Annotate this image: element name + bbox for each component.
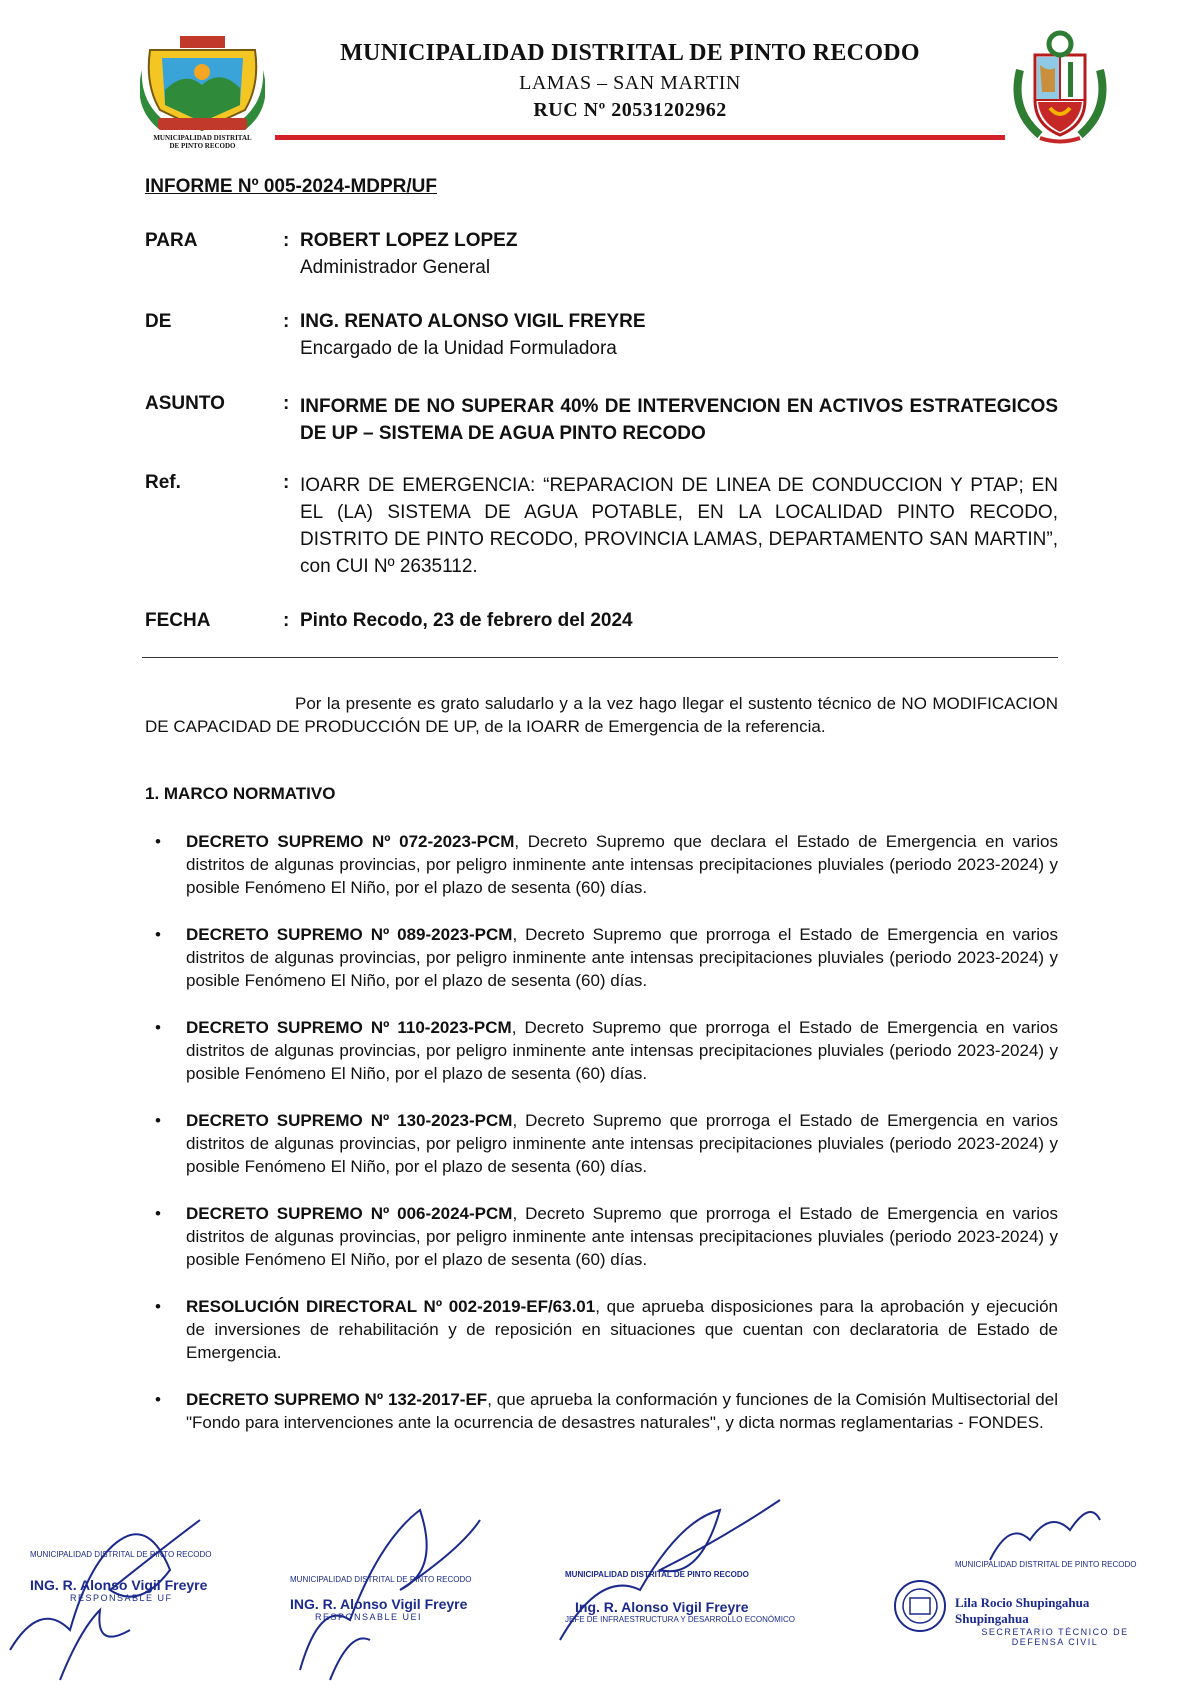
list-item: • RESOLUCIÓN DIRECTORAL Nº 002-2019-EF/63.01, que aprueba disposiciones para la aprobación y ejecución de inversiones de rehabilitación y de reposición en situaciones que cuentan con declaratoria de Estado de Emergencia.: [155, 1297, 1058, 1362]
stamp-responsable-uf: MUNICIPALIDAD DISTRITAL DE PINTO RECODO ING. R. Alonso Vigil Freyre RESPONSABLE UF: [30, 1550, 212, 1603]
stamp-responsable-uei: MUNICIPALIDAD DISTRITAL DE PINTO RECODO ING. R. Alonso Vigil Freyre RESPONSABLE UEI: [290, 1575, 472, 1622]
defensa-civil-seal-icon: [890, 1578, 950, 1634]
list-item: • DECRETO SUPREMO Nº 132-2017-EF, que aprueba la conformación y funciones de la Comisión Multisectorial del "Fondo para intervenciones ante la ocurrencia de desastres naturales", y dicta normas reglamentarias - FONDES.: [155, 1390, 1058, 1432]
fecha-colon: :: [283, 610, 290, 631]
bullet-icon: •: [155, 925, 161, 944]
ref-colon: :: [283, 472, 290, 493]
list-item: • DECRETO SUPREMO Nº 089-2023-PCM, Decreto Supremo que prorroga el Estado de Emergencia en varios distritos de algunas provincias, por peligro inminente ante intensas precipitaciones pluviales (periodo 2023-2024) y posible Fenómeno El Niño, por el plazo de sesenta (60) días.: [155, 925, 1058, 990]
header-ruc: RUC Nº 20531202962: [533, 99, 727, 121]
ref-text: IOARR DE EMERGENCIA: “REPARACION DE LINEA DE CONDUCCION Y PTAP; EN EL (LA) SISTEMA DE AGUA POTABLE, EN LA LOCALIDAD PINTO RECODO, DISTRITO DE PINTO RECODO, PROVINCIA LAMAS, DEPARTAMENTO SAN MARTIN”, con CUI Nº 2635112.: [300, 475, 1058, 577]
header-divider: [275, 135, 1005, 140]
header-title: MUNICIPALIDAD DISTRITAL DE PINTO RECODO: [340, 40, 920, 66]
de-role: Encargado de la Unidad Formuladora: [300, 338, 617, 359]
bullet-icon: •: [155, 1390, 161, 1409]
municipal-logo: [140, 30, 265, 150]
section-title: 1. MARCO NORMATIVO: [145, 784, 336, 803]
para-role: Administrador General: [300, 257, 491, 278]
fecha-label: FECHA: [145, 610, 211, 631]
de-name: ING. RENATO ALONSO VIGIL FREYRE: [300, 311, 646, 332]
header-separator: [142, 657, 1058, 658]
norms-list: [150, 830, 1058, 1458]
bullet-icon: •: [155, 832, 161, 851]
asunto-text: INFORME DE NO SUPERAR 40% DE INTERVENCION EN ACTIVOS ESTRATEGICOS DE UP – SISTEMA DE AGUA PINTO RECODO: [300, 396, 1058, 444]
bullet-icon: •: [155, 1204, 161, 1223]
header-location: LAMAS – SAN MARTIN: [519, 72, 741, 94]
list-item: • DECRETO SUPREMO Nº 072-2023-PCM, Decreto Supremo que declara el Estado de Emergencia en varios distritos de algunas provincias, por peligro inminente ante intensas precipitaciones pluviales (periodo 2023-2024) y posible Fenómeno El Niño, por el plazo de sesenta (60) días.: [155, 832, 1058, 897]
municipal-crest-icon: [140, 30, 265, 150]
asunto-colon: :: [283, 393, 290, 414]
para-name: ROBERT LOPEZ LOPEZ: [300, 230, 518, 251]
stamp-secretario-defensa-civil: MUNICIPALIDAD DISTRITAL DE PINTO RECODO Lila Rocio Shupingahua Shupingahua SECRETARIO TÉCNICO DE DEFENSA CIVIL: [955, 1560, 1137, 1647]
list-item: • DECRETO SUPREMO Nº 006-2024-PCM, Decreto Supremo que prorroga el Estado de Emergencia en varios distritos de algunas provincias, por peligro inminente ante intensas precipitaciones pluviales (periodo 2023-2024) y posible Fenómeno El Niño, por el plazo de sesenta (60) días.: [155, 1204, 1058, 1269]
fecha-value: Pinto Recodo, 23 de febrero del 2024: [300, 610, 633, 631]
intro-text: Por la presente es grato saludarlo y a la vez hago llegar el sustento técnico de NO MODIFICACION DE CAPACIDAD DE PRODUCCIÓN DE UP, de la IOARR de Emergencia de la referencia.: [145, 694, 1058, 736]
defensa-civil-seal: [890, 1578, 950, 1634]
document-title: INFORME Nº 005-2024-MDPR/UF: [145, 176, 437, 197]
para-label: PARA: [145, 230, 198, 251]
de-colon: :: [283, 311, 290, 332]
list-item: • DECRETO SUPREMO Nº 110-2023-PCM, Decreto Supremo que prorroga el Estado de Emergencia en varios distritos de algunas provincias, por peligro inminente ante intensas precipitaciones pluviales (periodo 2023-2024) y posible Fenómeno El Niño, por el plazo de sesenta (60) días.: [155, 1018, 1058, 1083]
bullet-icon: •: [155, 1018, 161, 1037]
bullet-icon: •: [155, 1297, 161, 1316]
list-item: • DECRETO SUPREMO Nº 130-2023-PCM, Decreto Supremo que prorroga el Estado de Emergencia en varios distritos de algunas provincias, por peligro inminente ante intensas precipitaciones pluviales (periodo 2023-2024) y posible Fenómeno El Niño, por el plazo de sesenta (60) días.: [155, 1111, 1058, 1176]
asunto-label: ASUNTO: [145, 393, 225, 414]
de-label: DE: [145, 311, 172, 332]
bullet-icon: •: [155, 1111, 161, 1130]
intro-paragraph: [145, 692, 1058, 738]
ref-label: Ref.: [145, 472, 181, 493]
para-colon: :: [283, 230, 290, 251]
logo-caption: MUNICIPALIDAD DISTRITAL DE PINTO RECODO: [153, 134, 252, 150]
stamp-jefe-infraestructura: MUNICIPALIDAD DISTRITAL DE PINTO RECODO Ing. R. Alonso Vigil Freyre JEFE DE INFRAESTRUCTURA Y DESARROLLO ECONÓMICO: [565, 1570, 795, 1624]
national-shield: [1010, 30, 1110, 145]
peru-coat-of-arms-icon: [1010, 30, 1110, 145]
